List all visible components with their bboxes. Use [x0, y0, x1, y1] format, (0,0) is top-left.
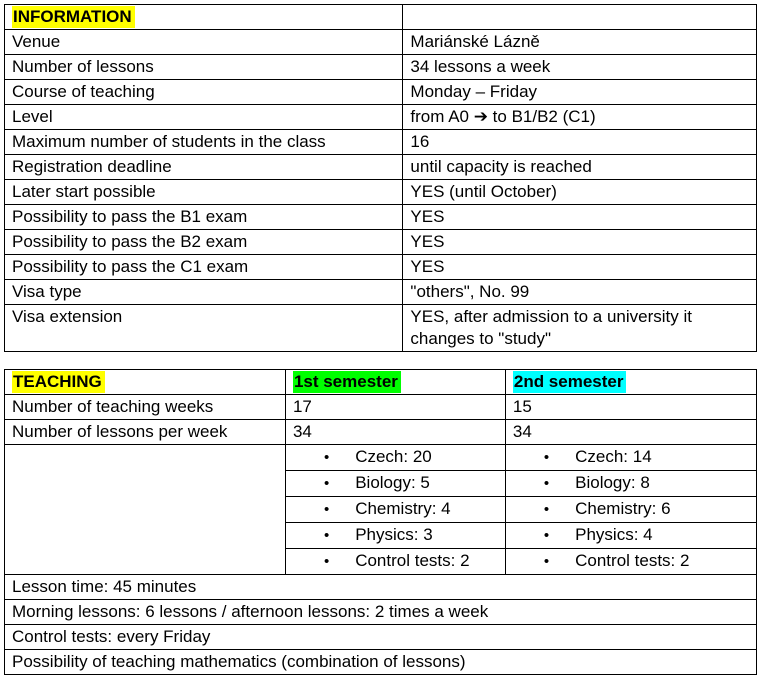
table-row	[5, 600, 757, 625]
table-row	[5, 280, 757, 305]
info-label-visa-type: Visa type	[5, 280, 403, 305]
subject-physics-sem2: Physics: 4	[575, 525, 653, 544]
teaching-header-cell	[5, 370, 286, 395]
info-value-course-of-teaching: Monday – Friday	[403, 80, 757, 105]
bullet-icon: •	[323, 475, 330, 492]
second-semester-header: 2nd semester	[513, 371, 627, 393]
table-row	[5, 255, 757, 280]
info-value-visa-extension: YES, after admission to a university it changes to "study"	[403, 305, 757, 352]
bullet-icon: •	[543, 553, 550, 570]
subject-chemistry-sem1: Chemistry: 4	[355, 499, 451, 518]
subject-biology-sem1: Biology: 5	[355, 473, 430, 492]
bullet-icon: •	[323, 527, 330, 544]
info-value-later-start: YES (until October)	[403, 180, 757, 205]
subject-cell	[285, 549, 505, 575]
information-table	[4, 4, 757, 352]
teaching-header: TEACHING	[12, 371, 105, 393]
table-row	[5, 305, 757, 352]
info-label-b2-exam: Possibility to pass the B2 exam	[5, 230, 403, 255]
table-row	[5, 180, 757, 205]
table-row	[5, 420, 757, 445]
info-label-visa-extension: Visa extension	[5, 305, 403, 352]
subject-czech-sem2: Czech: 14	[575, 447, 652, 466]
info-value-b2-exam: YES	[403, 230, 757, 255]
first-semester-header-cell	[285, 370, 505, 395]
table-row	[5, 55, 757, 80]
control-tests-note: Control tests: every Friday	[5, 625, 757, 650]
bullet-icon: •	[323, 501, 330, 518]
second-semester-header-cell	[505, 370, 756, 395]
subject-cell	[505, 523, 756, 549]
info-value-registration-deadline: until capacity is reached	[403, 155, 757, 180]
mathematics-note: Possibility of teaching mathematics (combination of lessons)	[5, 650, 757, 675]
subject-cell	[285, 471, 505, 497]
bullet-icon: •	[543, 501, 550, 518]
subject-cell	[505, 471, 756, 497]
table-row	[5, 105, 757, 130]
table-row	[5, 130, 757, 155]
table-row	[5, 230, 757, 255]
teaching-label-lessons-per-week: Number of lessons per week	[5, 420, 286, 445]
info-label-number-of-lessons: Number of lessons	[5, 55, 403, 80]
info-label-c1-exam: Possibility to pass the C1 exam	[5, 255, 403, 280]
teaching-label-weeks: Number of teaching weeks	[5, 395, 286, 420]
teaching-weeks-sem1: 17	[285, 395, 505, 420]
info-label-later-start: Later start possible	[5, 180, 403, 205]
first-semester-header: 1st semester	[293, 371, 401, 393]
subject-cell	[285, 523, 505, 549]
subject-control-tests-sem1: Control tests: 2	[355, 551, 470, 570]
info-value-max-students: 16	[403, 130, 757, 155]
subject-chemistry-sem2: Chemistry: 6	[575, 499, 671, 518]
empty-cell	[5, 445, 286, 575]
info-label-max-students: Maximum number of students in the class	[5, 130, 403, 155]
info-label-venue: Venue	[5, 30, 403, 55]
subject-physics-sem1: Physics: 3	[355, 525, 433, 544]
bullet-icon: •	[323, 449, 330, 466]
subject-control-tests-sem2: Control tests: 2	[575, 551, 690, 570]
subject-cell	[505, 549, 756, 575]
information-header: INFORMATION	[12, 6, 135, 28]
subject-cell	[285, 445, 505, 471]
subject-cell	[505, 497, 756, 523]
teaching-weeks-sem2: 15	[505, 395, 756, 420]
bullet-icon: •	[543, 475, 550, 492]
info-label-course-of-teaching: Course of teaching	[5, 80, 403, 105]
info-value-c1-exam: YES	[403, 255, 757, 280]
table-row	[5, 395, 757, 420]
table-row	[5, 575, 757, 600]
table-row	[5, 155, 757, 180]
table-row	[5, 650, 757, 675]
bullet-icon: •	[543, 449, 550, 466]
bullet-icon: •	[543, 527, 550, 544]
subject-cell	[505, 445, 756, 471]
info-label-registration-deadline: Registration deadline	[5, 155, 403, 180]
morning-afternoon-note: Morning lessons: 6 lessons / afternoon lessons: 2 times a week	[5, 600, 757, 625]
table-row	[5, 625, 757, 650]
info-value-visa-type: "others", No. 99	[403, 280, 757, 305]
info-value-venue: Mariánské Lázně	[403, 30, 757, 55]
table-row	[5, 30, 757, 55]
info-label-b1-exam: Possibility to pass the B1 exam	[5, 205, 403, 230]
empty-cell	[403, 5, 757, 30]
subject-czech-sem1: Czech: 20	[355, 447, 432, 466]
information-header-cell	[5, 5, 403, 30]
teaching-table	[4, 369, 757, 675]
table-row	[5, 370, 757, 395]
subject-biology-sem2: Biology: 8	[575, 473, 650, 492]
teaching-lessons-sem2: 34	[505, 420, 756, 445]
info-value-number-of-lessons: 34 lessons a week	[403, 55, 757, 80]
lesson-time-note: Lesson time: 45 minutes	[5, 575, 757, 600]
table-row	[5, 205, 757, 230]
info-label-level: Level	[5, 105, 403, 130]
table-row	[5, 80, 757, 105]
subject-cell	[285, 497, 505, 523]
teaching-lessons-sem1: 34	[285, 420, 505, 445]
table-row	[5, 5, 757, 30]
bullet-icon: •	[323, 553, 330, 570]
table-row	[5, 445, 757, 471]
info-value-b1-exam: YES	[403, 205, 757, 230]
info-value-level: from A0 ➔ to B1/B2 (C1)	[403, 105, 757, 130]
